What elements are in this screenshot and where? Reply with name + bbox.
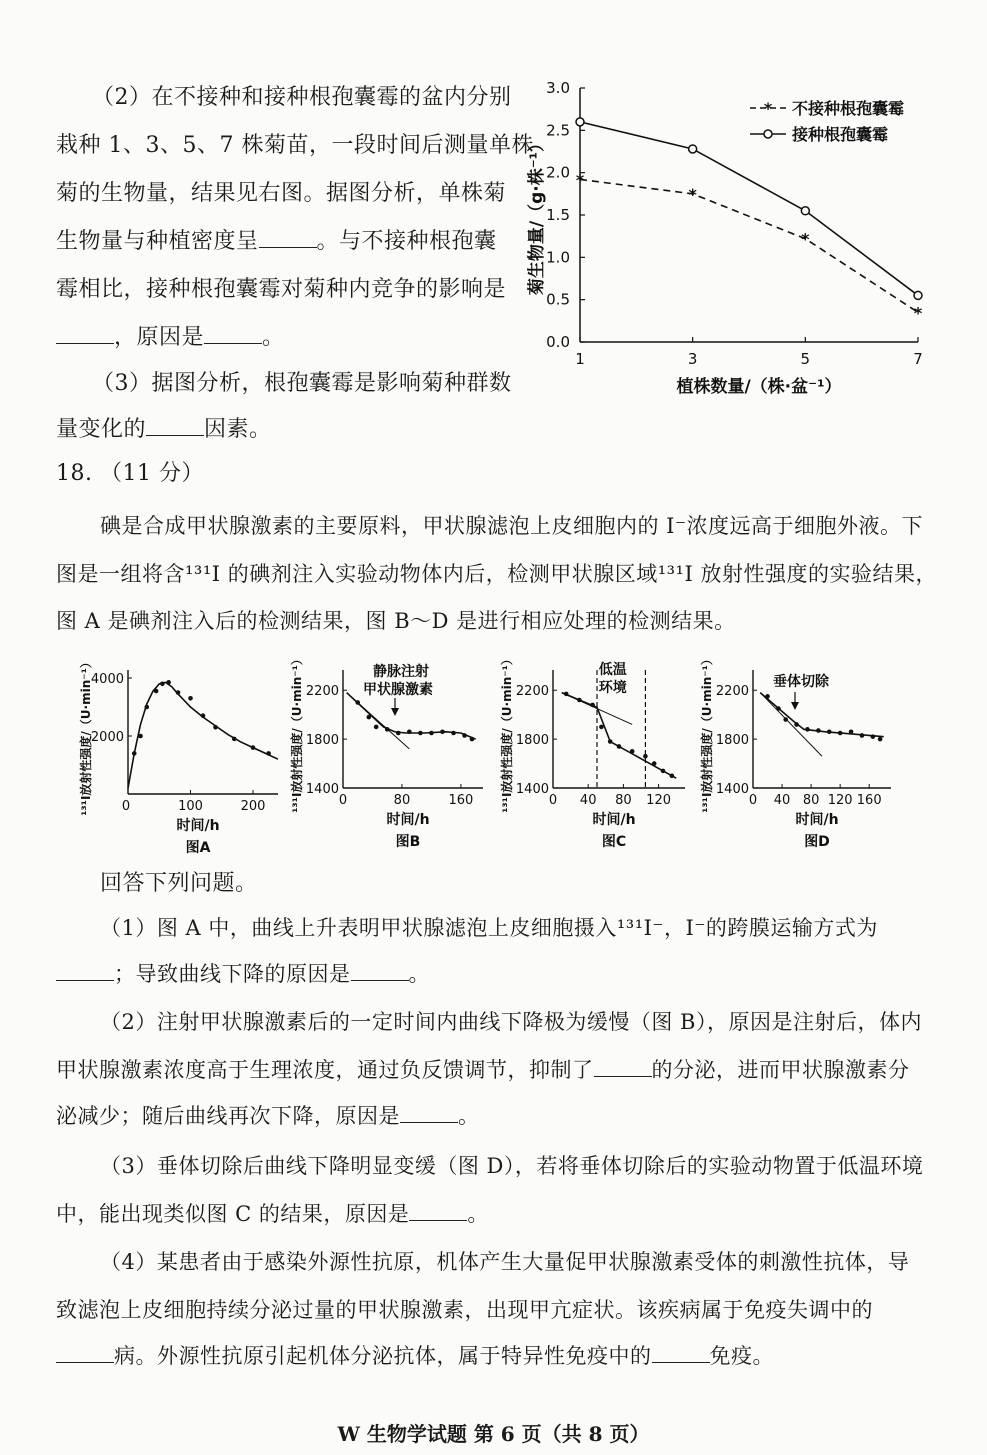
x-tick-label: 0: [548, 793, 558, 808]
annotation-text: 静脉注射: [373, 664, 429, 680]
data-point: [878, 737, 883, 742]
y-tick-label: 1800: [515, 733, 549, 749]
text-segment: ；导致曲线下降的原因是: [114, 962, 351, 986]
y-axis-label: ¹³¹I放射性强度/（U·min⁻¹）: [700, 653, 714, 813]
x-tick-label: 40: [579, 793, 597, 808]
q17-p3-line1: （3）据图分析，根孢囊霉是影响菊种群数: [92, 371, 512, 396]
text-segment: 量变化的: [56, 417, 147, 442]
figure-b-chart: [285, 648, 495, 863]
y-tick-label: 1800: [305, 733, 339, 749]
answer-blank[interactable]: [351, 962, 409, 981]
y-tick-label: 2200: [515, 684, 549, 700]
answer-blank[interactable]: [56, 325, 114, 344]
star-marker: *: [801, 229, 810, 249]
x-tick-label: 200: [240, 799, 266, 814]
q18-s4-line3: [56, 1340, 774, 1370]
legend-label: 不接种根孢囊霉: [792, 99, 905, 118]
data-point: [396, 731, 401, 736]
data-point: [266, 751, 271, 756]
annotation-text: 低温: [598, 662, 627, 678]
data-point: [617, 744, 622, 749]
data-point: [816, 728, 821, 733]
circle-marker: [801, 207, 809, 215]
data-point: [564, 692, 569, 697]
data-point: [776, 706, 781, 711]
data-point: [871, 734, 876, 739]
figure-c-chart: [495, 648, 695, 863]
annotation-text: 甲状腺激素: [363, 682, 433, 698]
text-segment: 免疫。: [709, 1344, 774, 1368]
y-tick-label: 2.0: [546, 163, 570, 182]
q17-p2-line6: [56, 320, 285, 351]
q18-s1-line2: [56, 958, 430, 988]
text-segment: ，原因是: [114, 325, 205, 350]
data-point: [138, 734, 143, 739]
q17-p2-line2: 栽种 1、3、5、7 株菊苗，一段时间后测量单株: [56, 133, 534, 158]
q17-p2-line1: （2）在不接种和接种根孢囊霉的盆内分别: [92, 85, 512, 110]
x-tick-label: 0: [121, 799, 131, 814]
answer-blank[interactable]: [652, 1344, 710, 1363]
fitted-curve: [760, 693, 883, 737]
q18-heading: 18. （11 分）: [56, 461, 204, 486]
annotation-text: 垂体切除: [773, 674, 829, 690]
star-marker: *: [913, 303, 923, 323]
data-point: [827, 729, 832, 734]
x-tick-label: 80: [393, 793, 411, 808]
data-point: [232, 737, 237, 742]
x-axis-label: 时间/h: [592, 812, 636, 828]
x-axis-label: 植株数量/（株·盆⁻¹）: [676, 377, 842, 397]
q18-s4-line1: （4）某患者由于感染外源性抗原，机体产生大量促甲状腺激素受体的刺激性抗体，导: [100, 1250, 910, 1274]
data-point: [418, 731, 423, 736]
y-tick-label: 1800: [715, 733, 749, 749]
data-point: [462, 733, 467, 738]
legend-label: 接种根孢囊霉: [792, 125, 889, 144]
page-footer: W 生物学试题 第 6 页（共 8 页）: [337, 1422, 650, 1446]
x-tick-label: 5: [800, 350, 811, 368]
answer-blank[interactable]: [594, 1058, 652, 1077]
data-point: [132, 751, 137, 756]
q18-s4-line2: 致滤泡上皮细胞持续分泌过量的甲状腺激素，出现甲亢症状。该疾病属于免疫失调中的: [56, 1298, 873, 1322]
x-tick-label: 160: [856, 793, 882, 808]
x-tick-label: 7: [913, 350, 923, 368]
data-point: [577, 698, 582, 703]
data-point: [590, 703, 595, 708]
data-point: [166, 680, 171, 685]
x-tick-label: 100: [178, 799, 203, 814]
y-axis-label: ¹³¹I放射性强度/（U·min⁻¹）: [500, 653, 514, 813]
y-tick-label: 1400: [715, 782, 749, 797]
answer-blank[interactable]: [259, 229, 317, 248]
data-point: [385, 727, 390, 732]
figure-d-chart: [695, 648, 910, 863]
x-tick-label: 0: [748, 793, 758, 808]
data-point: [652, 761, 657, 766]
text-segment: 。: [408, 962, 430, 986]
data-point: [670, 773, 675, 778]
data-point: [451, 731, 456, 736]
answer-blank[interactable]: [409, 1202, 467, 1221]
y-tick-label: 1.5: [546, 206, 570, 224]
data-point: [849, 729, 854, 734]
y-tick-label: 0.5: [546, 290, 570, 309]
q18-intro-line1: 碘是合成甲状腺激素的主要原料，甲状腺滤泡上皮细胞内的 I⁻浓度远高于细胞外液。下: [100, 514, 924, 538]
q17-p2-line3: 菊的生物量，结果见右图。据图分析，单株菊: [56, 181, 507, 206]
text-segment: 。: [262, 325, 285, 350]
data-point: [630, 749, 635, 754]
y-axis-label: ¹³¹I放射性强度/（U·min⁻¹）: [290, 653, 304, 813]
data-point: [765, 694, 770, 699]
y-tick-label: 2000: [90, 730, 124, 745]
text-segment: 。: [467, 1202, 489, 1226]
x-axis-label: 时间/h: [176, 818, 220, 834]
figure-caption: 图B: [395, 834, 421, 850]
text-segment: 甲状腺激素浓度高于生理浓度，通过负反馈调节，抑制了: [56, 1058, 594, 1082]
data-point: [794, 722, 799, 727]
y-tick-label: 1400: [305, 782, 339, 797]
data-point: [366, 715, 371, 720]
text-segment: 的分泌，进而甲状腺激素分: [651, 1058, 910, 1082]
q18-s2-line1: （2）注射甲状腺激素后的一定时间内曲线下降极为缓慢（图 B），原因是注射后，体内: [100, 1010, 922, 1034]
x-tick-label: 80: [615, 793, 632, 808]
q18-intro-line3: 图 A 是碘剂注入后的检测结果，图 B～D 是进行相应处理的检测结果。: [56, 609, 736, 633]
figure-caption: 图C: [601, 834, 627, 850]
text-segment: 。: [458, 1104, 480, 1128]
data-point: [374, 725, 379, 730]
x-tick-label: 3: [687, 350, 698, 368]
q17-p3-line2: [56, 412, 272, 443]
star-marker: *: [688, 184, 697, 204]
x-tick-label: 120: [827, 793, 853, 808]
q18-s2-line3: [56, 1100, 480, 1130]
series-line: [580, 179, 918, 312]
figure-a-chart: [70, 648, 295, 863]
answer-blank[interactable]: [400, 1104, 458, 1123]
data-point: [355, 700, 360, 705]
data-point: [213, 725, 218, 730]
data-point: [144, 705, 149, 710]
x-tick-label: 40: [773, 793, 791, 808]
x-tick-label: 80: [802, 793, 820, 808]
circle-marker: [689, 145, 697, 153]
y-tick-label: 2.5: [546, 121, 570, 140]
star-marker: *: [575, 170, 585, 190]
text-segment: 泌减少；随后曲线再次下降，原因是: [56, 1104, 400, 1128]
data-point: [838, 731, 843, 736]
data-point: [407, 729, 412, 734]
y-axis-label: ¹³¹I放射性强度/（U·min⁻¹）: [79, 656, 93, 816]
circle-marker: [576, 118, 584, 126]
x-tick-label: 1: [575, 350, 585, 368]
text-segment: 。与不接种根孢囊: [316, 229, 497, 254]
text-segment: 中，能出现类似图 C 的结果，原因是: [56, 1202, 410, 1226]
annotation-arrowhead: [791, 702, 799, 710]
q18-s3-line2: [56, 1198, 489, 1228]
figure-caption: 图A: [185, 840, 211, 856]
answer-prompt: 回答下列问题。: [100, 871, 258, 896]
chrysanthemum-chart: [510, 70, 950, 410]
q18-intro-line2: 图是一组将含¹³¹I 的碘剂注入实验动物体内后，检测甲状腺区域¹³¹I 放射性强度的实验结果，: [56, 562, 937, 586]
x-axis-label: 时间/h: [386, 812, 430, 828]
data-point: [608, 739, 613, 744]
circle-marker: [914, 291, 922, 299]
answer-blank[interactable]: [146, 417, 204, 436]
data-point: [661, 769, 666, 774]
annotation-arrowhead: [391, 708, 399, 716]
fitted-curve: [128, 682, 278, 788]
y-axis-label: 菊生物量/（g·株⁻¹）: [527, 134, 547, 296]
answer-blank[interactable]: [56, 962, 114, 981]
text-segment: 生物量与种植密度呈: [56, 229, 259, 254]
y-tick-label: 2200: [305, 684, 339, 700]
y-tick-label: 0.0: [546, 333, 570, 351]
data-point: [188, 696, 193, 701]
answer-blank[interactable]: [204, 325, 262, 344]
text-segment: 病。外源性抗原引起机体分泌抗体，属于特异性免疫中的: [114, 1344, 652, 1368]
data-point: [160, 682, 165, 687]
annotation-text: 环境: [598, 680, 627, 696]
data-point: [201, 713, 206, 718]
q17-p2-line5: 霉相比，接种根孢囊霉对菊种内竞争的影响是: [56, 277, 507, 302]
data-point: [440, 729, 445, 734]
data-point: [599, 725, 604, 730]
x-tick-label: 0: [338, 793, 348, 808]
q18-s2-line2: [56, 1054, 910, 1084]
x-tick-label: 120: [646, 793, 672, 808]
data-point: [470, 737, 475, 742]
data-point: [429, 731, 434, 736]
data-point: [783, 717, 788, 722]
y-tick-label: 4000: [90, 672, 124, 687]
series-line: [580, 122, 918, 296]
data-point: [176, 690, 181, 695]
fitted-curve: [562, 693, 676, 779]
answer-blank[interactable]: [56, 1344, 114, 1363]
x-axis-label: 时间/h: [795, 812, 839, 828]
y-tick-label: 1.0: [546, 248, 570, 267]
data-point: [251, 745, 256, 750]
data-point: [860, 733, 865, 738]
y-tick-label: 3.0: [546, 79, 570, 97]
q17-p2-line4: [56, 224, 497, 255]
data-point: [154, 689, 159, 694]
y-tick-label: 2200: [715, 684, 749, 700]
data-point: [805, 727, 810, 732]
figure-caption: 图D: [804, 834, 830, 850]
x-tick-label: 160: [448, 793, 474, 808]
text-segment: 因素。: [204, 417, 272, 442]
q18-s3-line1: （3）垂体切除后曲线下降明显变缓（图 D），若将垂体切除后的实验动物置于低温环境: [100, 1154, 924, 1178]
legend-circle-marker: [764, 130, 772, 138]
q18-s1-line1: （1）图 A 中，曲线上升表明甲状腺滤泡上皮细胞摄入¹³¹I⁻，I⁻的跨膜运输方式为: [100, 916, 878, 940]
legend-star-marker: *: [763, 99, 773, 118]
y-tick-label: 1400: [515, 782, 549, 797]
